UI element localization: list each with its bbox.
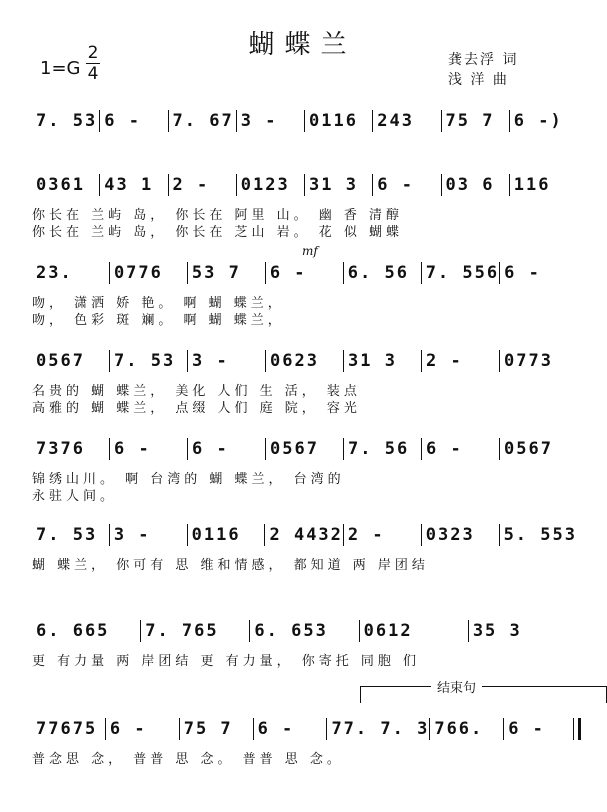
measure: 0116 [309,111,358,131]
measure: 7. 556 [425,263,500,283]
measure: 6. 653 [254,621,328,641]
lyric-line: 更 有力量 两 岸团结 更 有力量， 你寄托 同胞 们 [32,654,421,669]
measure: 0361 [36,175,85,195]
measure: 77675 [36,719,98,739]
measure: 6 - [508,719,545,739]
measure: 3 - [192,351,229,371]
measure: 0567 [36,351,85,371]
score-system [32,618,577,694]
notation-row [32,260,577,286]
lyric-line: 高雅的 蝴 蝶兰， 点缀 人们 庭 院， 容光 [32,401,361,416]
score-system [32,172,577,248]
measure: 31 3 [309,175,358,195]
lyric-line: 普念思 念， 普普 思 念。 普普 思 念。 [32,752,344,767]
notation-row [32,108,577,134]
measure: 0623 [270,351,319,371]
measure: 6 - [192,439,229,459]
measure: 243 [377,111,414,131]
notation-row [32,618,577,644]
time-signature [86,44,100,83]
measure: 2 - [426,351,463,371]
score-system [32,522,577,598]
measure: 7376 [36,439,85,459]
notation-row [32,348,577,374]
lyric-line: 锦绣山川。 啊 台湾的 蝴 蝶兰， 台湾的 [32,472,345,487]
measure: 6 - [114,439,151,459]
measure: 6 - [269,263,307,283]
measure: 6 - [377,175,414,195]
lyric-line: 名贵的 蝴 蝶兰， 美化 人们 生 活， 装点 [32,384,361,399]
key-signature: 1=G [40,58,81,79]
measure: 03 6 [445,175,495,195]
measure: 77. 7. 3 [331,719,430,739]
measure: 766. [434,719,484,739]
time-signature-top: 2 [87,43,99,63]
ending-label: 结束句 [431,677,482,696]
measure: 75 7 [445,111,495,131]
measure: 0776 [113,263,163,283]
measure: 3 - [240,111,278,131]
measure: 6. 665 [36,621,110,641]
measure: 43 1 [104,175,154,195]
lyricist-credit: 龚去浮 词 [448,52,519,68]
measure: 2 - [347,525,385,545]
measure: 53 7 [191,263,241,283]
measure: 75 7 [183,719,233,739]
measure: 5. 553 [503,525,577,545]
lyric-line: 你长在 兰屿 岛， 你长在 芝山 岩。 花 似 蝴蝶 [32,225,404,240]
measure: 0323 [425,525,475,545]
notation-row [32,716,577,742]
lyric-line: 永驻人间。 [32,489,118,504]
measure: 23. [36,263,73,283]
score-system [32,244,577,336]
measure: 0567 [270,439,319,459]
measure: 6 - [504,263,541,283]
measure: 6. 56 [347,263,409,283]
measure: 116 [513,175,551,195]
song-title: 蝴蝶兰 [248,30,357,60]
measure: 6 - [257,719,295,739]
score-system [32,681,577,792]
measure: 2 - [172,175,210,195]
lyric-line: 蝴 蝶兰， 你可有 思 维和情感， 都知道 两 岸团结 [32,558,429,573]
credits [448,50,518,90]
measure: 7. 53 [114,351,176,371]
measure: 3 - [113,525,151,545]
measure: 7. 53 [36,525,98,545]
measure: 2 4432 [269,525,343,545]
score-system [32,436,577,512]
composer-credit: 浅 洋 曲 [448,72,509,88]
measure: 35 3 [472,621,522,641]
final-barline [573,718,581,740]
score-system [32,348,577,424]
measure: 6 - [426,439,463,459]
measure: 6 - [104,111,141,131]
measure: 0123 [240,175,290,195]
time-signature-bottom: 4 [87,64,99,84]
notation-row [32,172,577,198]
lyric-line: 吻， 潇洒 娇 艳。 啊 蝴 蝶兰， [32,296,285,311]
measure: 6 - [109,719,147,739]
measure: 7. 56 [348,439,410,459]
measure: 0612 [363,621,413,641]
measure: 0567 [504,439,553,459]
ending-bracket [360,681,607,703]
measure: 7. 765 [145,621,219,641]
dynamic-mark: mf [302,244,318,258]
measure: 0773 [504,351,553,371]
measure: 7. 67 [172,111,234,131]
measure: 6 -) [513,111,563,131]
measure: 7. 53 [36,111,98,131]
measure: 0116 [191,525,241,545]
notation-row [32,436,577,462]
lyric-line: 吻， 色彩 斑 斓。 啊 蝴 蝶兰， [32,313,285,328]
lyric-line: 你长在 兰屿 岛， 你长在 阿里 山。 幽 香 清醇 [32,208,404,223]
measure: 31 3 [348,351,397,371]
notation-row [32,522,577,548]
